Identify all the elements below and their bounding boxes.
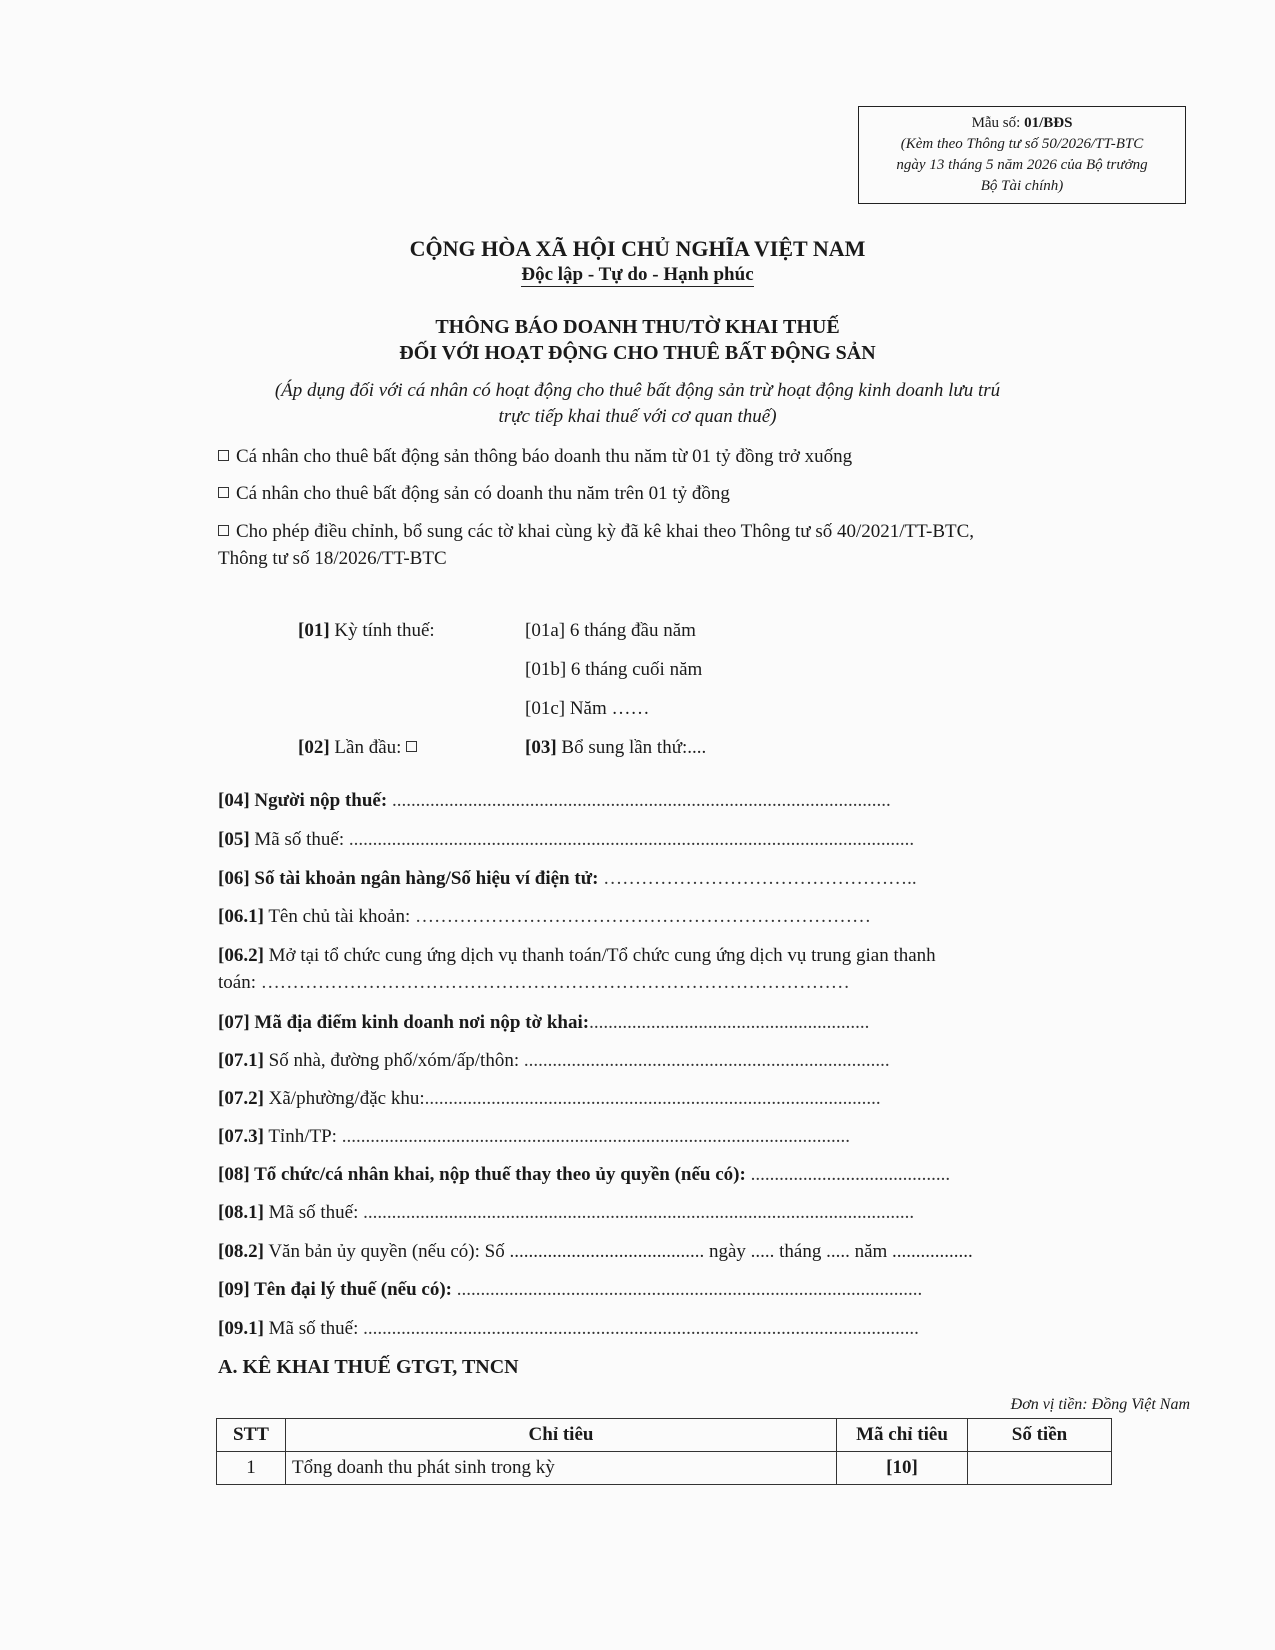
field-01c-year[interactable]: [01c] Năm …… [525,698,650,719]
nation-heading: CỘNG HÒA XÃ HỘI CHỦ NGHĨA VIỆT NAM [409,236,866,261]
field-05-tax-code[interactable]: [05] Mã số thuế: ....................................................................................................................... [218,829,915,850]
scope-note-line2: trực tiếp khai thuế với cơ quan thuế) [498,406,777,427]
tax-declaration-table [216,1418,1112,1485]
circular-reference: (Kèm theo Thông tư số 50/2026/TT-BTC [900,136,1144,152]
field-06-2-provider: [06.2] Mở tại tổ chức cung ứng dịch vụ thanh toán/Tổ chức cung ứng dịch vụ trung gian thanh [218,945,936,966]
currency-unit: Đơn vị tiền: Đồng Việt Nam [1010,1396,1190,1413]
document-title-line1: THÔNG BÁO DOANH THU/TỜ KHAI THUẾ [435,316,840,338]
table-header-row [217,1419,1112,1452]
field-04-taxpayer[interactable]: [04] Người nộp thuế: ......................................................................................................... [218,790,891,811]
field-07-1-street[interactable]: [07.1] Số nhà, đường phố/xóm/ấp/thôn: ............................................................................. [218,1050,890,1071]
field-02-first-time[interactable]: [02] Lần đầu: [298,737,424,759]
option-adjustment[interactable]: Cho phép điều chỉnh, bổ sung các tờ khai cùng kỳ đã kê khai theo Thông tư số 40/2021/TT-BTC, [218,521,974,543]
option-revenue-over-1b[interactable]: Cá nhân cho thuê bất động sản có doanh thu năm trên 01 tỷ đồng [218,483,730,505]
table-row [217,1452,1112,1485]
checkbox-icon[interactable] [406,741,417,752]
checkbox-icon[interactable] [218,525,229,536]
issuing-ministry: Bộ Tài chính) [980,178,1064,194]
checkbox-icon[interactable] [218,487,229,498]
row-item: Tổng doanh thu phát sinh trong kỳ [286,1452,837,1485]
field-03-supplement[interactable]: [03] Bổ sung lần thứ:.... [525,737,707,758]
row-code: [10] [837,1452,968,1485]
col-code: Mã chỉ tiêu [837,1419,968,1452]
field-08-2-authorization[interactable]: [08.2] Văn bản ủy quyền (nếu có): Số ......................................... ngày ..... tháng ..... năm ................. [218,1241,973,1262]
option-adjustment-cont: Thông tư số 18/2026/TT-BTC [218,548,447,569]
field-08-1-tax-code[interactable]: [08.1] Mã số thuế: .................................................................................................................... [218,1202,915,1223]
field-01-tax-period: [01] Kỳ tính thuế: [298,620,435,641]
field-09-1-tax-code[interactable]: [09.1] Mã số thuế: ..................................................................................................................... [218,1318,919,1339]
section-a-title: A. KÊ KHAI THUẾ GTGT, TNCN [218,1356,519,1378]
field-01a-first-half[interactable]: [01a] 6 tháng đầu năm [525,620,696,641]
form-number-box [858,106,1186,204]
row-amount-cell[interactable] [968,1452,1112,1485]
field-06-2-provider-cont[interactable]: toán: ………………………………………………………………………………… [218,972,850,993]
field-07-2-ward[interactable]: [07.2] Xã/phường/đặc khu:................................................................................................ [218,1088,881,1109]
col-item: Chỉ tiêu [286,1419,837,1452]
field-07-business-location[interactable]: [07] Mã địa điểm kinh doanh nơi nộp tờ khai:........................................................... [218,1012,870,1033]
col-amount: Số tiền [968,1419,1112,1452]
field-09-tax-agent[interactable]: [09] Tên đại lý thuế (nếu có): .................................................................................................. [218,1279,923,1300]
motto: Độc lập - Tự do - Hạnh phúc [521,264,754,285]
checkbox-icon[interactable] [218,450,229,461]
field-01b-second-half[interactable]: [01b] 6 tháng cuối năm [525,659,703,680]
col-stt: STT [217,1419,286,1452]
option-revenue-under-1b[interactable]: Cá nhân cho thuê bất động sản thông báo doanh thu năm từ 01 tỷ đồng trở xuống [218,446,852,468]
circular-date: ngày 13 tháng 5 năm 2026 của Bộ trưởng [896,157,1148,173]
field-08-proxy[interactable]: [08] Tổ chức/cá nhân khai, nộp thuế thay theo ủy quyền (nếu có): .......................................... [218,1164,951,1185]
field-07-3-province[interactable]: [07.3] Tỉnh/TP: ........................................................................................................... [218,1126,850,1147]
form-number: Mẫu số: 01/BĐS [971,115,1073,131]
field-06-bank-account[interactable]: [06] Số tài khoản ngân hàng/Số hiệu ví điện tử: ………………………………………….. [218,868,917,889]
field-06-1-account-holder[interactable]: [06.1] Tên chủ tài khoản: ……………………………………………………………… [218,906,871,927]
row-stt: 1 [217,1452,286,1485]
document-title-line2: ĐỐI VỚI HOẠT ĐỘNG CHO THUÊ BẤT ĐỘNG SẢN [399,342,876,364]
scope-note-line1: (Áp dụng đối với cá nhân có hoạt động cho thuê bất động sản trừ hoạt động kinh doanh lưu trú [274,380,1001,401]
